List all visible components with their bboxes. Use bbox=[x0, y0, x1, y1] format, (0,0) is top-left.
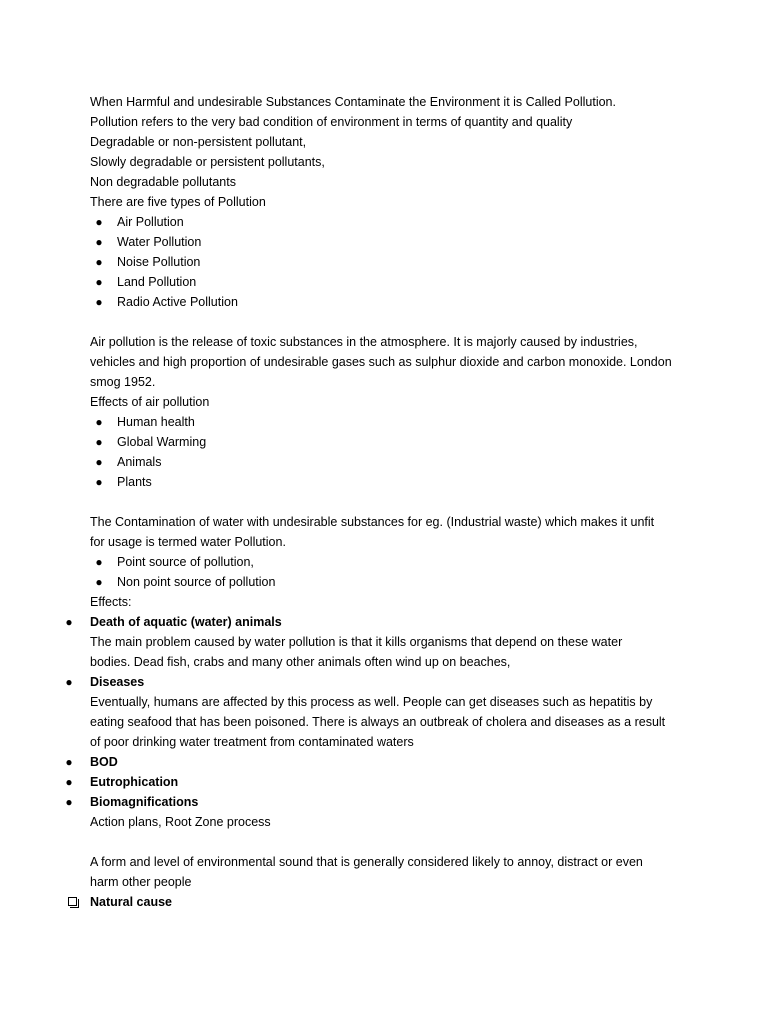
bullet-icon: ● bbox=[95, 255, 103, 269]
document-body bbox=[65, 92, 690, 912]
water-sources-list bbox=[90, 552, 690, 592]
diseases-heading: ● Diseases bbox=[90, 672, 690, 692]
bullet-icon: ● bbox=[95, 475, 103, 489]
bullet-icon: ● bbox=[95, 215, 103, 229]
spacer bbox=[90, 832, 690, 852]
air-paragraph-line-1: Air pollution is the release of toxic substances in the atmosphere. It is majorly caused by industries, bbox=[90, 335, 638, 349]
bullet-icon: ● bbox=[65, 795, 73, 809]
bullet-icon: ● bbox=[65, 755, 73, 769]
bullet-icon: ● bbox=[95, 235, 103, 249]
death-text-line-2: bodies. Dead fish, crabs and many other animals often wind up on beaches, bbox=[90, 655, 511, 669]
water-effects-heading: Effects: bbox=[90, 595, 132, 609]
bullet-icon: ● bbox=[95, 415, 103, 429]
bullet-icon: ● bbox=[95, 575, 103, 589]
list-item: ● Noise Pollution bbox=[90, 252, 690, 272]
bullet-icon: ● bbox=[65, 675, 73, 689]
water-paragraph-line-1: The Contamination of water with undesirable substances for eg. (Industrial waste) which makes it unfit bbox=[90, 515, 655, 529]
checkbox-square-icon bbox=[68, 897, 77, 906]
natural-cause-heading: Natural cause bbox=[90, 892, 690, 912]
intro-line-6: There are five types of Pollution bbox=[90, 195, 266, 209]
list-item: ● Water Pollution bbox=[90, 232, 690, 252]
biomagnifications-heading: ● Biomagnifications bbox=[90, 792, 690, 812]
air-paragraph-line-2: vehicles and high proportion of undesirable gases such as sulphur dioxide and carbon monoxide. London bbox=[90, 355, 672, 369]
air-effects-list bbox=[90, 412, 690, 492]
intro-line-3: Degradable or non-persistent pollutant, bbox=[90, 135, 307, 149]
intro-line-2: Pollution refers to the very bad condition of environment in terms of quantity and quality bbox=[90, 115, 573, 129]
death-heading: ● Death of aquatic (water) animals bbox=[90, 612, 690, 632]
pollution-types-list bbox=[90, 212, 690, 312]
list-item: ● Global Warming bbox=[90, 432, 690, 452]
list-item: ● Point source of pollution, bbox=[90, 552, 690, 572]
diseases-text-line-1: Eventually, humans are affected by this process as well. People can get diseases such as hepatitis by bbox=[90, 695, 653, 709]
death-text-line-1: The main problem caused by water pollution is that it kills organisms that depend on these water bbox=[90, 635, 623, 649]
eutrophication-heading: ● Eutrophication bbox=[90, 772, 690, 792]
intro-line-4: Slowly degradable or persistent pollutants, bbox=[90, 155, 325, 169]
list-item: ● Animals bbox=[90, 452, 690, 472]
list-item: ● Human health bbox=[90, 412, 690, 432]
spacer bbox=[90, 312, 690, 332]
bullet-icon: ● bbox=[95, 295, 103, 309]
spacer bbox=[90, 492, 690, 512]
action-plans-line: Action plans, Root Zone process bbox=[90, 815, 271, 829]
intro-line-1: When Harmful and undesirable Substances Contaminate the Environment it is Called Pollution. bbox=[90, 95, 616, 109]
air-paragraph-line-3: smog 1952. bbox=[90, 375, 156, 389]
diseases-text-line-2: eating seafood that has been poisoned. There is always an outbreak of cholera and diseases as a result bbox=[90, 715, 666, 729]
noise-paragraph-line-1: A form and level of environmental sound that is generally considered likely to annoy, distract or even bbox=[90, 855, 643, 869]
list-item: ● Non point source of pollution bbox=[90, 572, 690, 592]
bullet-icon: ● bbox=[95, 275, 103, 289]
bullet-icon: ● bbox=[95, 555, 103, 569]
list-item: ● Radio Active Pollution bbox=[90, 292, 690, 312]
bullet-icon: ● bbox=[65, 615, 73, 629]
intro-line-5: Non degradable pollutants bbox=[90, 175, 236, 189]
bullet-icon: ● bbox=[65, 775, 73, 789]
noise-paragraph-line-2: harm other people bbox=[90, 875, 192, 889]
list-item: ● Air Pollution bbox=[90, 212, 690, 232]
water-paragraph-line-2: for usage is termed water Pollution. bbox=[90, 535, 286, 549]
list-item: ● Plants bbox=[90, 472, 690, 492]
list-item: ● Land Pollution bbox=[90, 272, 690, 292]
bullet-icon: ● bbox=[95, 435, 103, 449]
bod-heading: ● BOD bbox=[90, 752, 690, 772]
air-effects-heading: Effects of air pollution bbox=[90, 395, 210, 409]
bullet-icon: ● bbox=[95, 455, 103, 469]
diseases-text-line-3: of poor drinking water treatment from contaminated waters bbox=[90, 735, 414, 749]
